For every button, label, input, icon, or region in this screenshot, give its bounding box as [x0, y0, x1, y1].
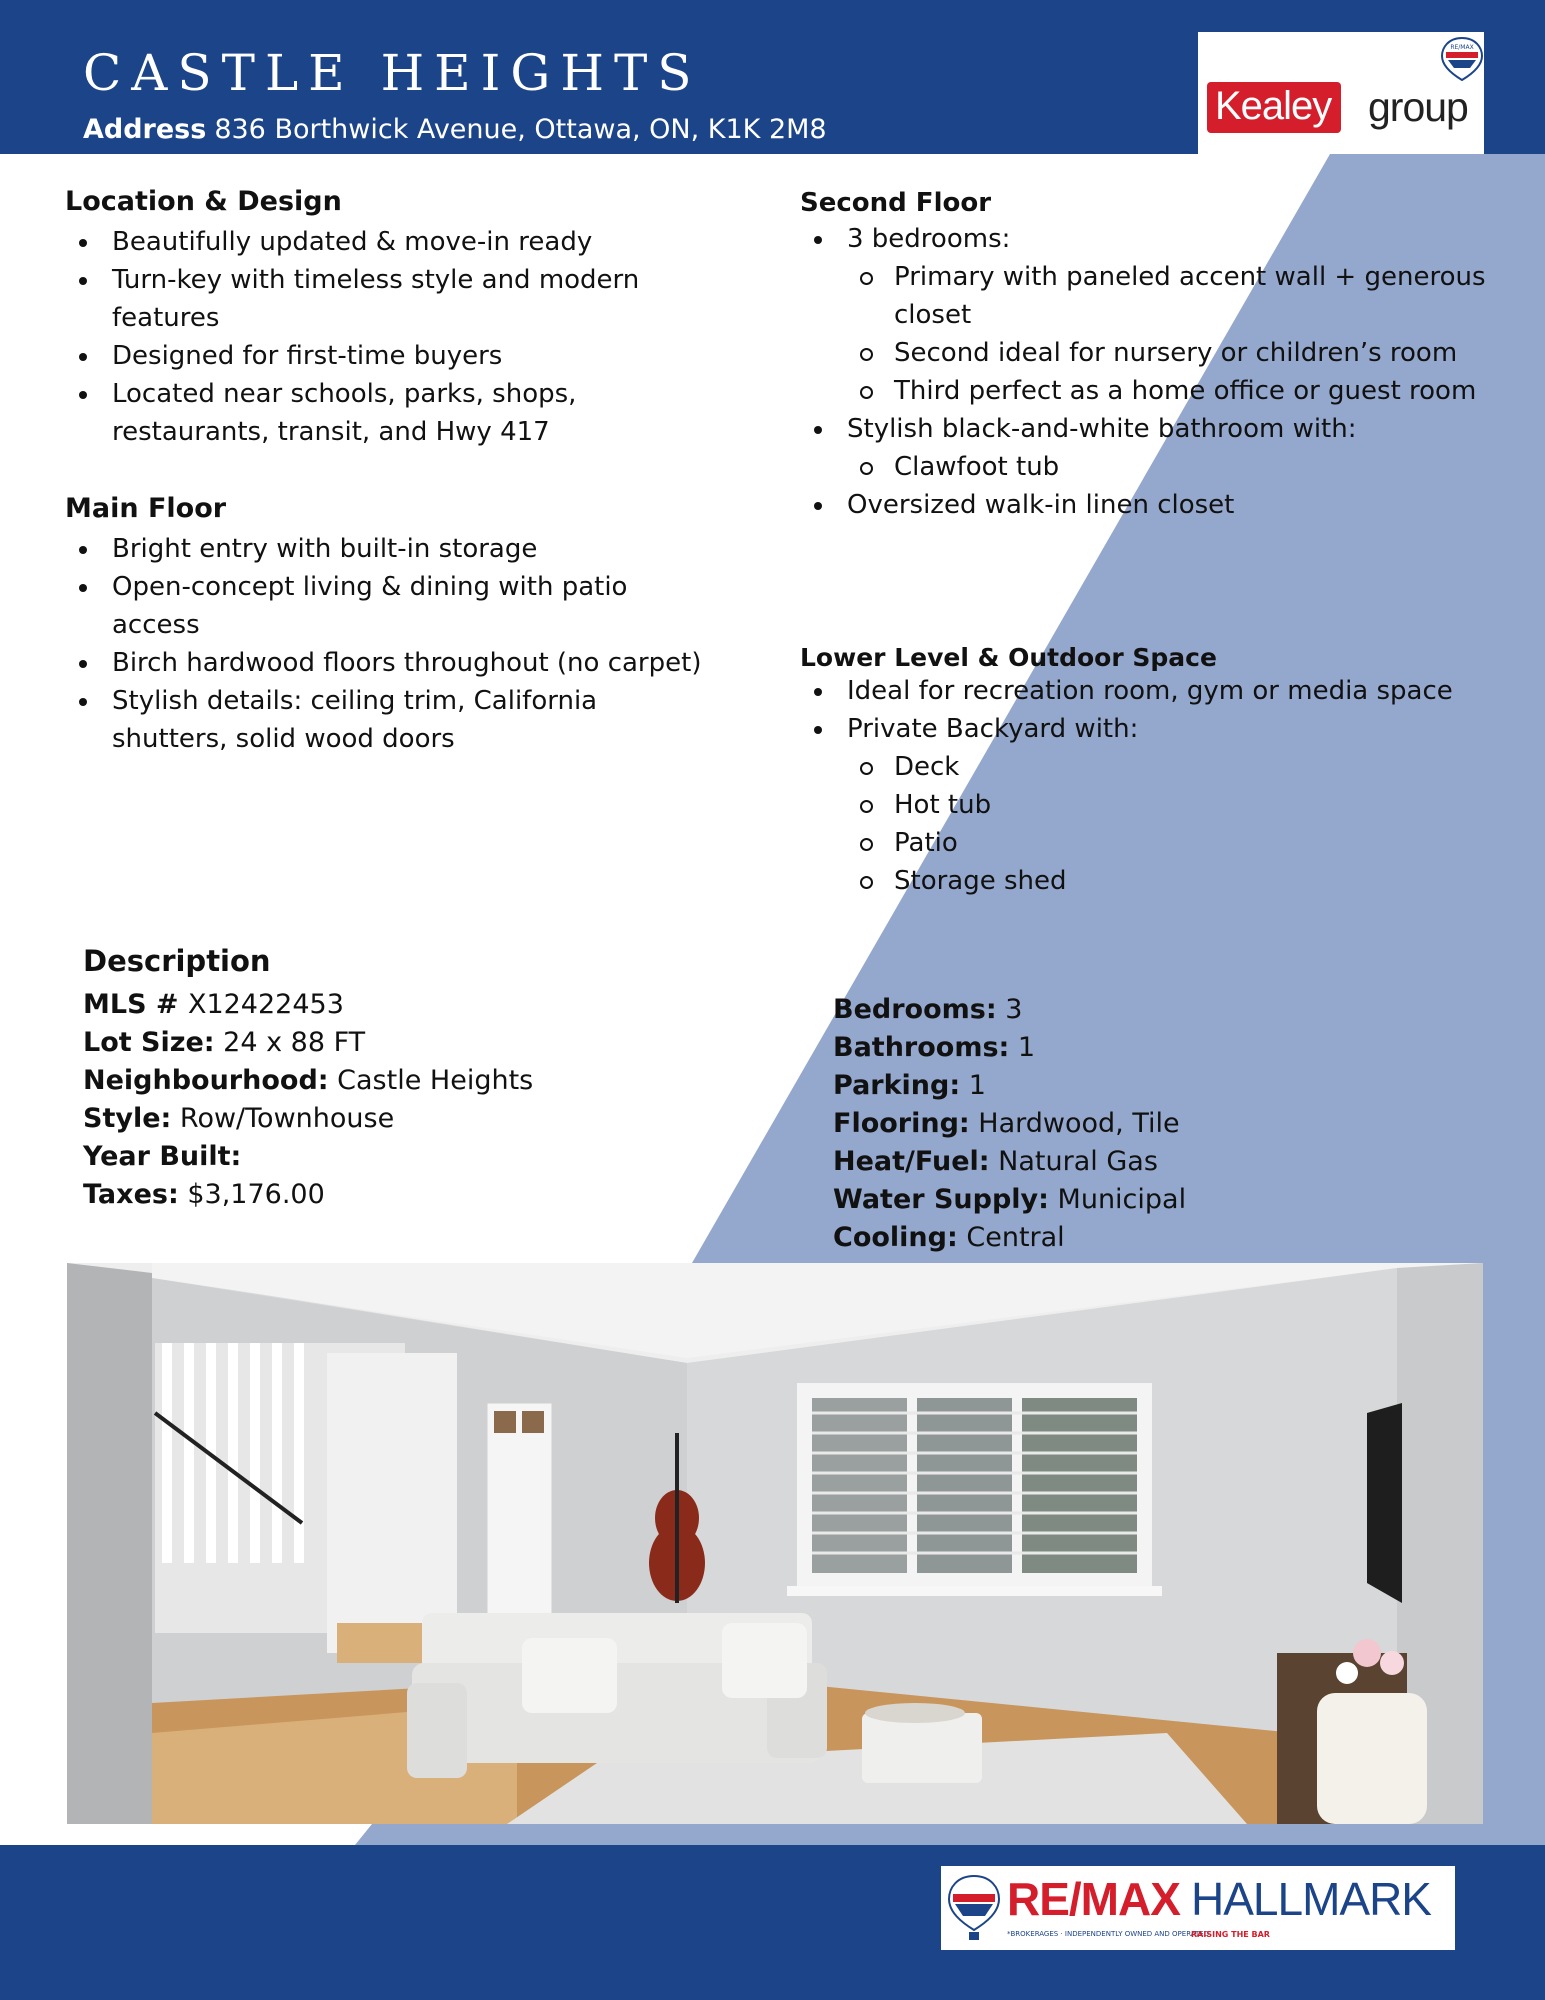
- fact-value: Municipal: [1048, 1184, 1187, 1215]
- location-design-section: [65, 186, 705, 451]
- fact-label: Cooling:: [833, 1222, 958, 1253]
- remax-word: RE/MAX: [1007, 1873, 1180, 1925]
- fact-row: [833, 1219, 1483, 1257]
- remax-balloon-icon: [947, 1874, 1001, 1944]
- list-item: Open-concept living & dining with patio access: [65, 568, 705, 644]
- remax-hallmark-logo: [941, 1866, 1455, 1950]
- sub-list-item: Clawfoot tub: [800, 448, 1500, 486]
- section-heading: Main Floor: [65, 493, 227, 524]
- fact-row: [833, 1105, 1483, 1143]
- list-item: Turn-key with timeless style and modern features: [65, 261, 705, 337]
- fact-value: Castle Heights: [328, 1065, 534, 1096]
- group-word: group: [1368, 84, 1468, 130]
- fact-label: Neighbourhood:: [83, 1065, 329, 1096]
- address-line: [83, 114, 827, 145]
- fact-label: MLS #: [83, 989, 188, 1020]
- list-item: Stylish details: ceiling trim, California shutters, solid wood doors: [65, 682, 705, 758]
- fact-row: [833, 1143, 1483, 1181]
- fact-label: Flooring:: [833, 1108, 970, 1139]
- fact-label: Heat/Fuel:: [833, 1146, 990, 1177]
- balloon-text: RE/MAX: [1450, 44, 1474, 51]
- fact-label: Year Built:: [83, 1141, 242, 1172]
- living-room-photo: [67, 1263, 1483, 1824]
- sub-list-item: Storage shed: [800, 862, 1500, 900]
- fact-value: Row/Townhouse: [171, 1103, 395, 1134]
- living-room-illustration: [67, 1263, 1483, 1824]
- list-item: Located near schools, parks, shops, restaurants, transit, and Hwy 417: [65, 375, 705, 451]
- sub-list-item: Second ideal for nursery or children’s room: [800, 334, 1500, 372]
- lower-level-section: [800, 643, 1500, 900]
- section-heading: Location & Design: [65, 186, 342, 217]
- list-item: Designed for first-time buyers: [65, 337, 705, 375]
- fact-label: Lot Size:: [83, 1027, 215, 1058]
- kealey-word: Kealey: [1207, 82, 1341, 133]
- sub-list-item: Hot tub: [800, 786, 1500, 824]
- list-item: Stylish black-and-white bathroom with:: [800, 410, 1500, 448]
- sub-list-item: Patio: [800, 824, 1500, 862]
- fact-value: X12422453: [187, 989, 344, 1020]
- second-floor-section: [800, 188, 1500, 524]
- description-panel: [83, 942, 643, 1214]
- list-item: Birch hardwood floors throughout (no carpet): [65, 644, 705, 682]
- fact-value: 1: [960, 1070, 986, 1101]
- fact-row: [833, 1029, 1483, 1067]
- address-value: 836 Borthwick Avenue, Ottawa, ON, K1K 2M8: [214, 114, 827, 145]
- fact-value: 1: [1009, 1032, 1036, 1063]
- fact-value: 24 x 88 FT: [214, 1027, 366, 1058]
- sub-list-item: Deck: [800, 748, 1500, 786]
- list-item: Beautifully updated & move-in ready: [65, 223, 705, 261]
- fact-row: [83, 986, 643, 1024]
- page-title: CASTLE HEIGHTS: [83, 44, 702, 102]
- remax-tagline: *BROKERAGES · INDEPENDENTLY OWNED AND OPERATED: [1007, 1930, 1210, 1938]
- description-heading: Description: [83, 944, 271, 978]
- list-item: Private Backyard with:: [800, 710, 1500, 748]
- list-item: Bright entry with built-in storage: [65, 530, 705, 568]
- fact-row: [83, 1100, 643, 1138]
- section-heading: Lower Level & Outdoor Space: [800, 643, 1217, 672]
- list-item: Ideal for recreation room, gym or media space: [800, 672, 1500, 710]
- fact-label: Parking:: [833, 1070, 961, 1101]
- kealey-group-logo: [1198, 32, 1484, 154]
- hallmark-word: HALLMARK: [1191, 1873, 1431, 1925]
- list-item: 3 bedrooms:: [800, 220, 1500, 258]
- fact-value: Central: [957, 1222, 1065, 1253]
- fact-row: [833, 1067, 1483, 1105]
- main-floor-section: [65, 493, 705, 758]
- section-heading: Second Floor: [800, 188, 992, 218]
- list-item: Oversized walk-in linen closet: [800, 486, 1500, 524]
- fact-row: [83, 1176, 643, 1214]
- fact-row: [83, 1062, 643, 1100]
- fact-row: [833, 1181, 1483, 1219]
- hallmark-tagline: RAISING THE BAR: [1191, 1930, 1270, 1939]
- address-label: Address: [83, 114, 207, 145]
- fact-label: Bedrooms:: [833, 994, 997, 1025]
- fact-label: Taxes:: [83, 1179, 179, 1210]
- fact-label: Bathrooms:: [833, 1032, 1010, 1063]
- fact-label: Water Supply:: [833, 1184, 1049, 1215]
- fact-value: 3: [996, 994, 1023, 1025]
- remax-balloon-icon: [1440, 36, 1484, 88]
- fact-value: Hardwood, Tile: [969, 1108, 1180, 1139]
- fact-value: Natural Gas: [989, 1146, 1158, 1177]
- fact-row: [833, 991, 1483, 1029]
- sub-list-item: Primary with paneled accent wall + generous closet: [800, 258, 1500, 334]
- fact-row: [83, 1024, 643, 1062]
- specs-panel: [833, 991, 1483, 1257]
- fact-value: $3,176.00: [178, 1179, 325, 1210]
- sub-list-item: Third perfect as a home office or guest room: [800, 372, 1500, 410]
- fact-label: Style:: [83, 1103, 172, 1134]
- fact-row: [83, 1138, 643, 1176]
